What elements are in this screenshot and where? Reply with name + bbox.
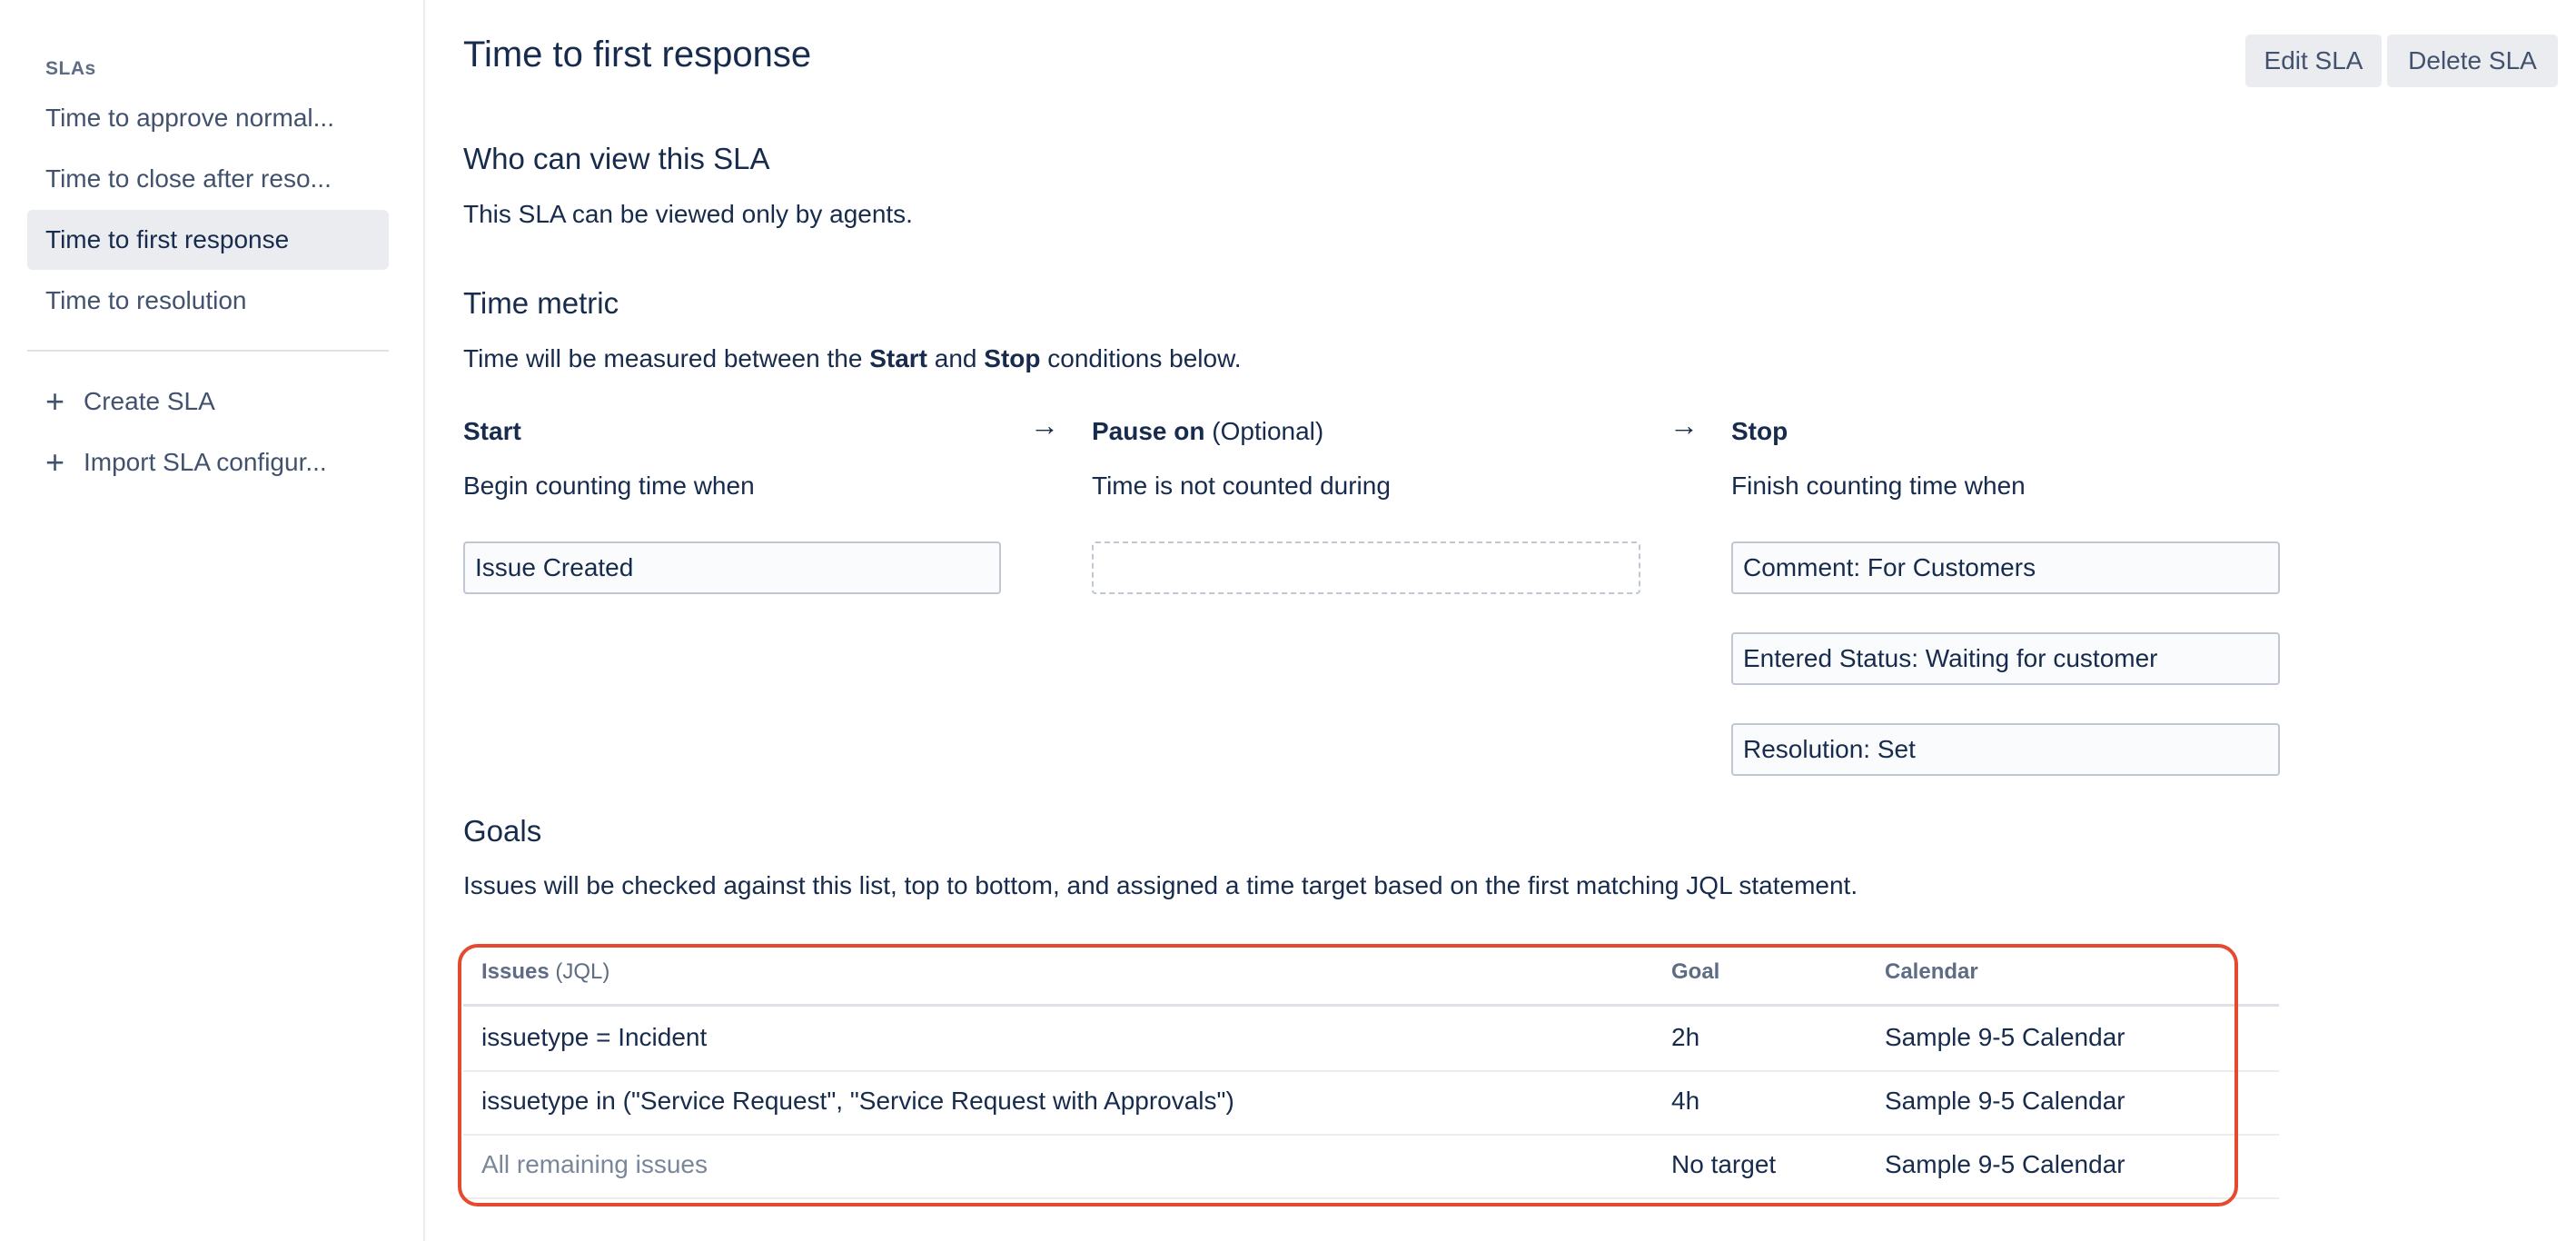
pause-condition-empty[interactable] [1092,541,1640,594]
stop-description: Finish counting time when [1731,472,2026,500]
sidebar-item-first-response[interactable]: Time to first response [27,210,389,270]
sidebar-item-close-after-resolution[interactable]: Time to close after reso... [45,164,332,193]
optional-label: (Optional) [1212,417,1324,445]
row-issues-jql: All remaining issues [481,1150,708,1178]
start-description: Begin counting time when [463,472,755,500]
row-issues-jql: issuetype = Incident [481,1023,708,1051]
plus-icon: + [45,443,65,481]
time-metric-heading: Time metric [463,286,619,320]
row-calendar: Sample 9-5 Calendar [1885,1023,2125,1051]
edit-sla-button[interactable]: Edit SLA [2245,35,2382,87]
table-row[interactable] [463,1134,2279,1199]
sidebar-item-resolution[interactable]: Time to resolution [45,286,247,314]
row-issues-jql: issuetype in ("Service Request", "Service Request with Approvals") [481,1087,1234,1115]
stop-condition[interactable]: Comment: For Customers [1731,541,2280,594]
visibility-text: This SLA can be viewed only by agents. [463,200,913,228]
plus-icon: + [45,382,65,420]
pause-label: Pause on (Optional) [1092,417,1324,445]
arrow-right-icon: → [1669,409,1699,442]
row-goal: 2h [1671,1023,1700,1051]
stop-word: Stop [984,344,1041,372]
start-condition[interactable]: Issue Created [463,541,1001,594]
sidebar-divider [27,350,389,352]
import-sla-link[interactable] [45,444,327,481]
stop-label: Stop [1731,417,1788,445]
column-header-goal: Goal [1671,959,1720,984]
sidebar-item-approve-normal[interactable]: Time to approve normal... [45,104,334,132]
time-metric-text: Time will be measured between the Start and Stop conditions below. [463,344,1242,372]
pause-description: Time is not counted during [1092,472,1391,500]
import-sla-label: Import SLA configur... [84,448,327,476]
page-title: Time to first response [463,35,812,74]
table-header [463,945,2279,1007]
start-word: Start [869,344,927,372]
start-label: Start [463,417,521,445]
column-header-calendar: Calendar [1885,959,1978,984]
table-row[interactable] [463,1007,2279,1072]
stop-condition[interactable]: Entered Status: Waiting for customer [1731,632,2280,685]
row-calendar: Sample 9-5 Calendar [1885,1087,2125,1115]
row-goal: 4h [1671,1087,1700,1115]
row-calendar: Sample 9-5 Calendar [1885,1150,2125,1178]
sidebar [0,0,425,1241]
goals-heading: Goals [463,814,542,848]
arrow-right-icon: → [1030,409,1059,442]
delete-sla-button[interactable]: Delete SLA [2387,35,2558,87]
visibility-heading: Who can view this SLA [463,142,770,175]
create-sla-link[interactable] [45,383,215,420]
row-goal: No target [1671,1150,1777,1178]
column-header-issues: Issues (JQL) [481,959,610,984]
sidebar-heading: SLAs [45,58,96,79]
goals-description: Issues will be checked against this list, top to bottom, and assigned a time target based on the first matching JQL statement. [463,871,1858,899]
table-row[interactable] [463,1070,2279,1136]
create-sla-label: Create SLA [84,387,215,415]
stop-condition[interactable]: Resolution: Set [1731,723,2280,776]
